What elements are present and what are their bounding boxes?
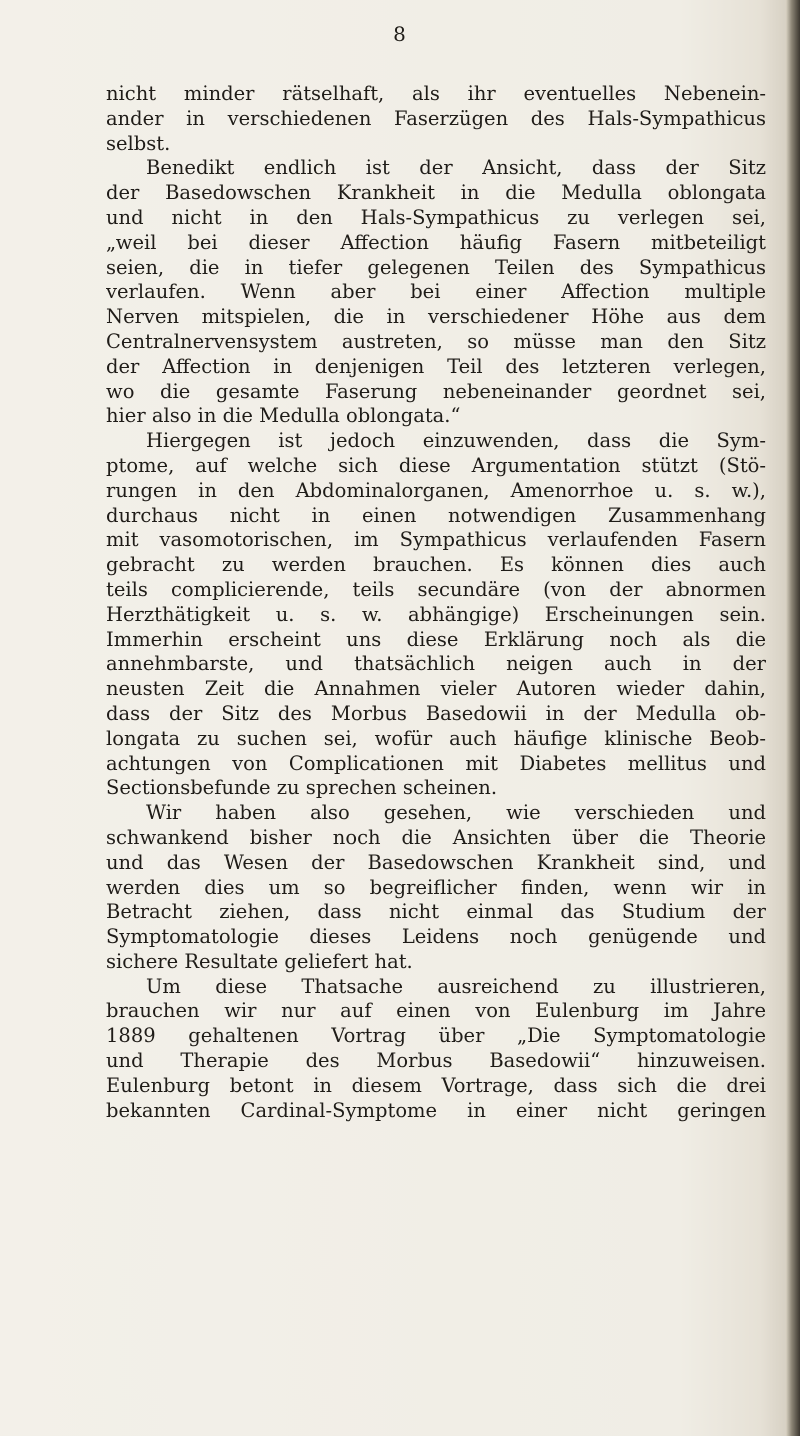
text-line: durchaus nicht in einen notwendigen Zusammenhang xyxy=(106,503,766,527)
text-line: Symptomatologie dieses Leidens noch genügende und xyxy=(106,925,766,949)
text-line: teils complicierende, teils secundäre (von der abnormen xyxy=(106,577,766,601)
text-line: und das Wesen der Basedowschen Krankheit sind, und xyxy=(106,850,766,874)
text-line: Wir haben also gesehen, wie verschieden und xyxy=(146,801,766,825)
text-line: schwankend bisher noch die Ansichten über die Theorie xyxy=(106,825,766,849)
text-line: wo die gesamte Faserung nebeneinander geordnet sei, xyxy=(106,379,766,403)
text-line: longata zu suchen sei, wofür auch häufige klinische Beob- xyxy=(106,726,766,750)
text-line: Hiergegen ist jedoch einzuwenden, dass die Sym- xyxy=(146,429,766,453)
text-line: mit vasomotorischen, im Sympathicus verlaufenden Fasern xyxy=(106,528,766,552)
text-line: Benedikt endlich ist der Ansicht, dass der Sitz xyxy=(146,156,766,180)
text-line: hier also in die Medulla oblongata.“ xyxy=(106,404,461,428)
text-line: sichere Resultate geliefert hat. xyxy=(106,949,413,973)
text-line: ander in verschiedenen Faserzügen des Hals-Sympathicus xyxy=(106,106,766,130)
text-line: rungen in den Abdominalorganen, Amenorrhoe u. s. w.), xyxy=(106,478,766,502)
text-line: Um diese Thatsache ausreichend zu illustrieren, xyxy=(146,974,766,998)
text-line: Herzthätigkeit u. s. w. abhängige) Erscheinungen sein. xyxy=(106,602,766,626)
text-line: annehmbarste, und thatsächlich neigen auch in der xyxy=(106,652,766,676)
text-line: der Affection in denjenigen Teil des letzteren verlegen, xyxy=(106,354,766,378)
page-number: 8 xyxy=(393,22,407,46)
text-line: Nerven mitspielen, die in verschiedener Höhe aus dem xyxy=(106,305,766,329)
text-line: werden dies um so begreiflicher finden, wenn wir in xyxy=(106,875,766,899)
text-line: und Therapie des Morbus Basedowii“ hinzuweisen. xyxy=(106,1049,766,1073)
text-line: verlaufen. Wenn aber bei einer Affection multiple xyxy=(106,280,766,304)
text-line: nicht minder rätselhaft, als ihr eventuelles Nebenein- xyxy=(106,82,766,105)
text-line: „weil bei dieser Affection häufig Fasern mitbeteiligt xyxy=(106,230,766,254)
text-line: 1889 gehaltenen Vortrag über „Die Symptomatologie xyxy=(106,1024,766,1048)
text-line: neusten Zeit die Annahmen vieler Autoren wieder dahin, xyxy=(106,677,766,701)
text-line: und nicht in den Hals-Sympathicus zu verlegen sei, xyxy=(106,205,766,229)
text-line: ptome, auf welche sich diese Argumentation stützt (Stö- xyxy=(106,453,766,477)
text-line: Eulenburg betont in diesem Vortrage, dass sich die drei xyxy=(106,1073,766,1097)
text-line: Betracht ziehen, dass nicht einmal das Studium der xyxy=(106,900,766,924)
page-edge-shadow xyxy=(786,0,800,1436)
text-line: achtungen von Complicationen mit Diabetes mellitus und xyxy=(106,751,766,775)
text-line: Centralnervensystem austreten, so müsse man den Sitz xyxy=(106,329,766,353)
text-line: Sectionsbefunde zu sprechen scheinen. xyxy=(106,776,498,800)
text-line: dass der Sitz des Morbus Basedowii in der Medulla ob- xyxy=(106,701,766,725)
text-line: brauchen wir nur auf einen von Eulenburg im Jahre xyxy=(106,999,766,1023)
text-line: bekannten Cardinal-Symptome in einer nicht geringen xyxy=(106,1098,766,1122)
text-line: seien, die in tiefer gelegenen Teilen des Sympathicus xyxy=(106,255,766,279)
body-text xyxy=(106,82,766,1123)
text-line: selbst. xyxy=(106,131,171,155)
text-line: Immerhin erscheint uns diese Erklärung noch als die xyxy=(106,627,766,651)
text-line: gebracht zu werden brauchen. Es können dies auch xyxy=(106,553,766,577)
text-line: der Basedowschen Krankheit in die Medulla oblongata xyxy=(106,181,766,205)
